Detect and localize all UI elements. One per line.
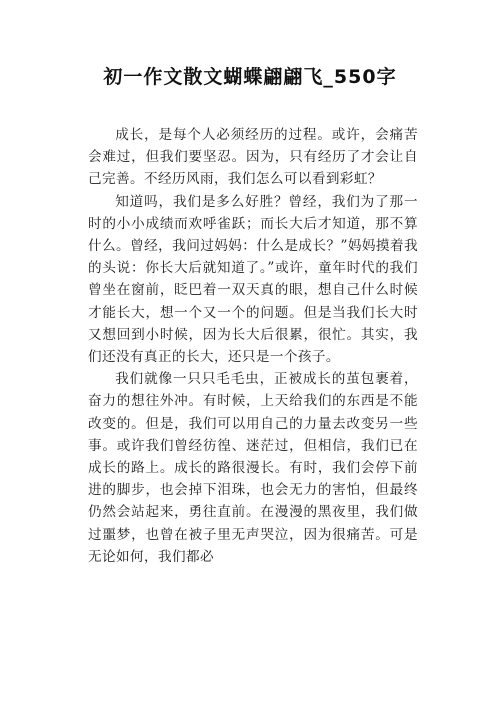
paragraph-2: 知道吗，我们是多么好胜？曾经，我们为了那一时的小小成绩而欢呼雀跃；而长大后才知道，那不算什么。曾经，我问过妈妈：什么是成长？”妈妈摸着我的头说：你长大后就知道了。”或许，童年时代的我们曾坐在窗前，眨巴着一双天真的眼，想自己什么时候才能长大，想一个又一个的问题。但是当我们长大时又想回到小时候，因为长大后很累，很忙。其实，我们还没有真正的长大，还只是一个孩子。 [88, 193, 418, 366]
paragraph-1: 成长，是每个人必须经历的过程。或许，会痛苦会难过，但我们要坚忍。因为，只有经历了才会让自己完善。不经历风雨，我们怎么可以看到彩虹？ [88, 127, 418, 188]
document-body [88, 124, 418, 568]
document-title: 初一作文散文蝴蝶翩翩飞_550字 [103, 66, 397, 88]
paragraph-3: 我们就像一只只毛毛虫，正被成长的茧包裹着，奋力的想往外冲。有时候，上天给我们的东西是不能改变的。但是，我们可以用自己的力量去改变另一些事。或许我们曾经彷徨、迷茫过，但相信，我们已在成长的路上。成长的路很漫长。有时，我们会停下前进的脚步，也会掉下泪珠，也会无力的害怕，但最终仍然会站起来，勇往直前。在漫漫的黑夜里，我们做过噩梦，也曾在被子里无声哭泣，因为很痛苦。可是无论如何，我们都必 [88, 371, 418, 565]
